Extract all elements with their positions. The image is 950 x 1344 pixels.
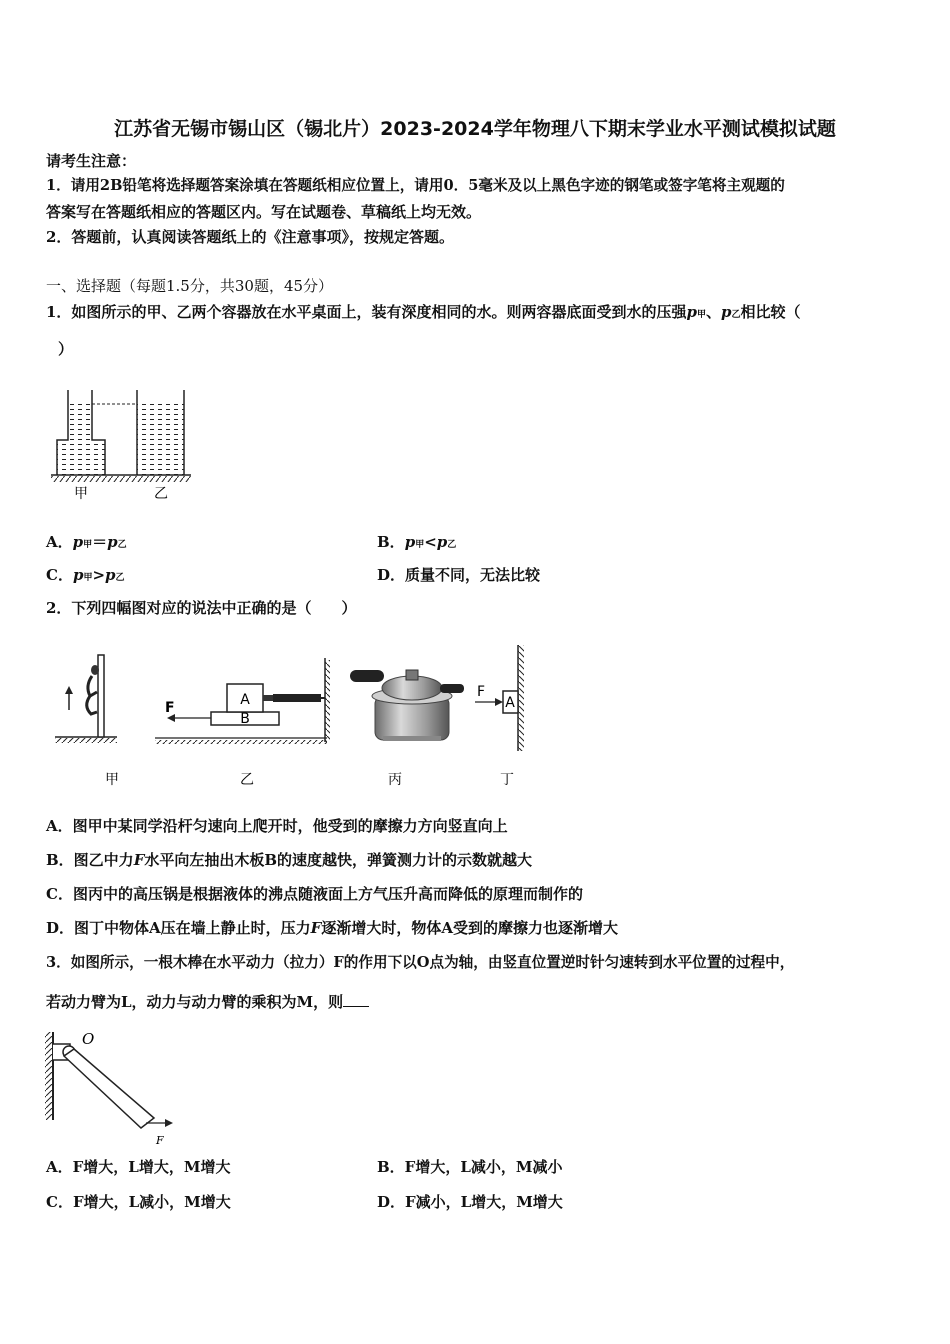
q3-lever-figure bbox=[40, 1024, 180, 1148]
fig-bing-pressure-cooker bbox=[350, 670, 464, 741]
q1-p-symbol: p bbox=[404, 533, 416, 551]
q1-p-symbol: p bbox=[436, 533, 448, 551]
q1-jia-subscript: 甲 bbox=[696, 310, 706, 320]
fig-yi-label-a: A bbox=[240, 692, 250, 708]
q3-option-b: B．F增大，L减小，M减小 bbox=[377, 1158, 563, 1176]
q2-option-b-text: B．图乙中力 bbox=[46, 851, 134, 869]
q1-jia-subscript: 甲 bbox=[83, 573, 93, 583]
fig-ding-wall-block bbox=[475, 645, 524, 751]
q1-stem-text-b: 相比较（ bbox=[740, 303, 801, 321]
q1-yi-subscript: 乙 bbox=[731, 310, 741, 320]
q2-option-d-text-2: 逐渐增大时，物体A受到的摩擦力也逐渐增大 bbox=[321, 919, 618, 937]
q3-option-d: D．F减小，L增大，M增大 bbox=[377, 1193, 563, 1211]
q1-p-symbol: p bbox=[720, 303, 732, 321]
q2-stem: 2．下列四幅图对应的说法中正确的是（ ） bbox=[46, 599, 357, 617]
q1-separator: 、 bbox=[705, 303, 721, 321]
q2-option-b-f: F bbox=[133, 851, 145, 869]
q2-option-d-text: D．图丁中物体A压在墙上静止时，压力 bbox=[46, 919, 311, 937]
q1-p-symbol: p bbox=[686, 303, 697, 321]
q3-answer-blank bbox=[343, 990, 369, 1007]
q1-option-a-relation: ＝ bbox=[92, 533, 108, 551]
q1-fig-label-jia: 甲 bbox=[74, 486, 88, 502]
q1-option-b-prefix: B． bbox=[377, 533, 405, 551]
q1-option-c bbox=[46, 565, 125, 588]
fig-yi-label-b: B bbox=[240, 711, 250, 727]
q1-option-b-relation: < bbox=[424, 533, 437, 551]
fig-jia-pole-climber bbox=[55, 655, 117, 743]
q1-jia-subscript: 甲 bbox=[415, 540, 425, 550]
q1-fig-label-yi: 乙 bbox=[154, 486, 168, 502]
q1-option-c-relation: > bbox=[92, 566, 106, 584]
fig-yi-blocks bbox=[155, 658, 330, 744]
section-heading: 一、选择题（每题1.5分，共30题，45分） bbox=[46, 277, 334, 295]
q3-stem-text: 若动力臂为L，动力与动力臂的乘积为M，则 bbox=[46, 993, 344, 1011]
q1-option-a-prefix: A． bbox=[46, 533, 73, 551]
q1-yi-subscript: 乙 bbox=[447, 540, 457, 550]
q2-option-a: A．图甲中某同学沿杆匀速向上爬开时，他受到的摩擦力方向竖直向上 bbox=[46, 817, 508, 835]
q3-option-a: A．F增大，L增大，M增大 bbox=[46, 1158, 231, 1176]
q3-stem-line2 bbox=[46, 990, 369, 1012]
q1-stem-text: 1．如图所示的甲、乙两个容器放在水平桌面上，装有深度相同的水。则两容器底面受到水的压强 bbox=[46, 303, 687, 321]
q1-yi-subscript: 乙 bbox=[117, 540, 127, 550]
q1-option-b bbox=[377, 532, 456, 555]
q3-option-c: C．F增大，L减小，M增大 bbox=[46, 1193, 231, 1211]
q2-option-d bbox=[46, 918, 618, 938]
q2-fig-label-bing: 丙 bbox=[388, 772, 402, 788]
page-title: 江苏省无锡市锡山区（锡北片）2023-2024学年物理八下期末学业水平测试模拟试题 bbox=[114, 118, 836, 140]
q3-stem-line1: 3．如图所示，一根木棒在水平动力（拉力）F的作用下以O点为轴，由竖直位置逆时针匀速转到水平位置的过程中， bbox=[46, 954, 795, 971]
fig-yi-label-f: F bbox=[165, 700, 175, 716]
q2-fig-label-jia: 甲 bbox=[105, 772, 119, 788]
fig-ding-label-a: A bbox=[505, 695, 515, 711]
q2-option-b bbox=[46, 850, 532, 870]
fig-ding-label-f: F bbox=[477, 684, 486, 700]
q3-fig-label-f: F bbox=[156, 1134, 164, 1147]
notice-item1-line1: 1．请用2B铅笔将选择题答案涂填在答题纸相应位置上，请用0．5毫米及以上黑色字迹的钢笔或签字笔将主观题的 bbox=[46, 177, 785, 194]
q2-figures bbox=[45, 640, 545, 795]
q1-containers-figure bbox=[45, 382, 205, 502]
notice-item2: 2．答题前，认真阅读答题纸上的《注意事项》，按规定答题。 bbox=[46, 228, 454, 246]
q2-option-c: C．图丙中的高压锅是根据液体的沸点随液面上方气压升高而降低的原理而制作的 bbox=[46, 885, 583, 903]
q2-option-d-f: F bbox=[310, 919, 322, 937]
q1-option-d: D．质量不同，无法比较 bbox=[377, 566, 541, 584]
notice-heading: 请考生注意： bbox=[46, 152, 137, 170]
q1-yi-subscript: 乙 bbox=[115, 573, 125, 583]
q3-fig-label-o: O bbox=[82, 1030, 95, 1048]
q1-p-symbol: p bbox=[72, 566, 84, 584]
q1-option-c-prefix: C． bbox=[46, 566, 73, 584]
q1-stem-close: ） bbox=[58, 340, 74, 358]
q2-fig-label-yi: 乙 bbox=[240, 772, 254, 788]
q1-option-a bbox=[46, 532, 127, 555]
notice-item1-line2: 答案写在答题纸相应的答题区内。写在试题卷、草稿纸上均无效。 bbox=[46, 203, 482, 221]
q1-p-symbol: p bbox=[72, 533, 84, 551]
q2-fig-label-ding: 丁 bbox=[500, 772, 514, 788]
q1-jia-subscript: 甲 bbox=[83, 540, 93, 550]
q2-option-b-text-2: 水平向左抽出木板B的速度越快，弹簧测力计的示数就越大 bbox=[144, 851, 533, 869]
q1-p-symbol: p bbox=[107, 533, 118, 551]
q1-stem bbox=[46, 302, 801, 325]
q1-p-symbol: p bbox=[105, 566, 116, 584]
